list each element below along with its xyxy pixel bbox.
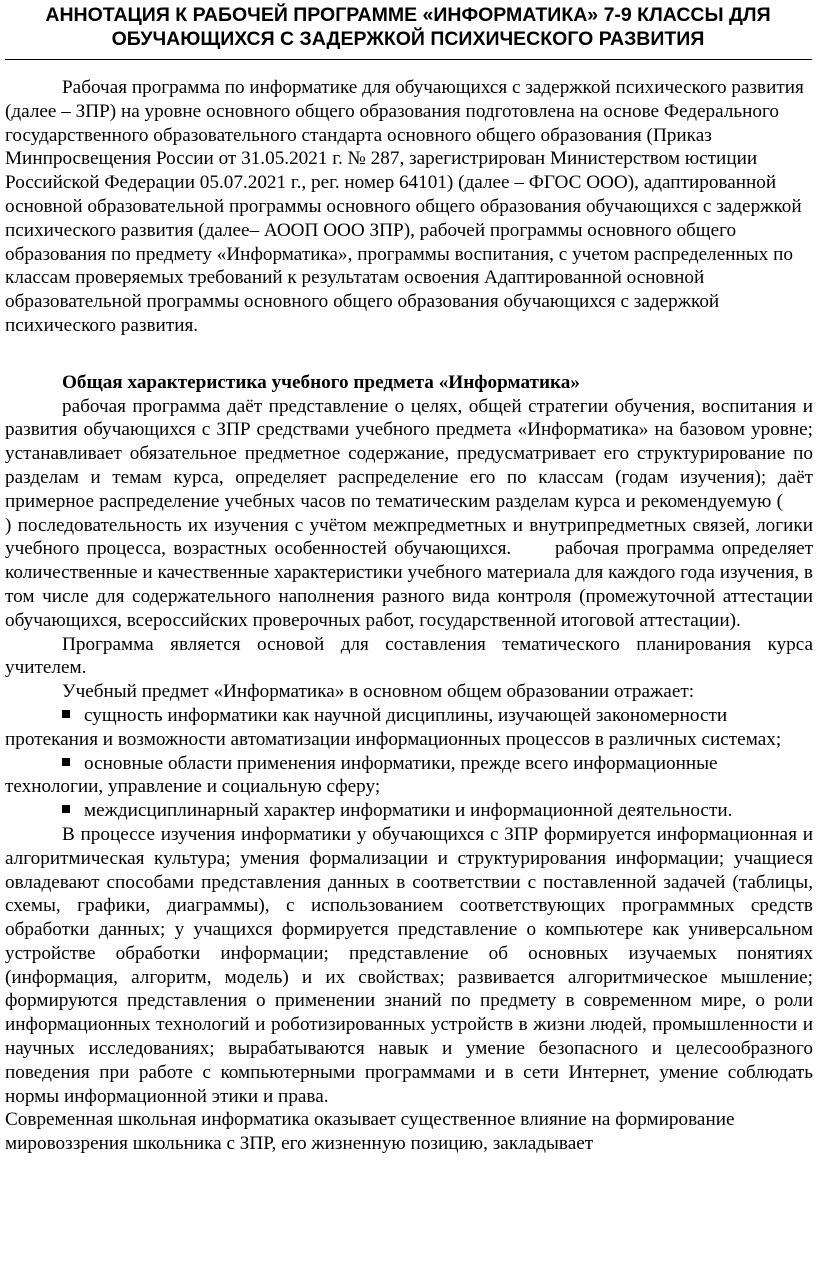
- characteristic-text-c: рабочая программа определяет количественные и качественные характеристики учебного материала для каждого года изучения, в том числе для содержательного наполнения разного вида контроля (промежуточной аттестации обучающихся, всероссийских проверочных работ, государственной итоговой аттестации).: [5, 538, 814, 631]
- section-heading: Общая характеристика учебного предмета «Информатика»: [62, 371, 580, 393]
- bullet-text: междисциплинарный характер информатики и информационной деятельности.: [84, 800, 733, 822]
- bullet-square-icon: [62, 805, 70, 813]
- bullet-square-icon: [62, 710, 70, 718]
- process-paragraph: В процессе изучения информатики у обучающихся с ЗПР формируется информационная и алгоритмическая культура; умения формализации и структурирования информации; учащиеся овладевают способами представления данных в соответствии с поставленной задачей (таблицы, схемы, графики, диаграммы), с использованием соответствующих программных средств обработки данных; у учащихся формируется представление о компьютере как универсальном устройстве обработки информации; представление об основных изучаемых понятиях (информация, алгоритм, модель) и их свойствах; развивается алгоритмическое мышление; формируются представления о применении знаний по предмету в современном мире, о роли информационных технологий и роботизированных устройств в жизни людей, промышленности и научных исследованиях; вырабатываются навык и умение безопасного и целесообразного поведения при работе с компьютерными программами и в сети Интернет, умение соблюдать нормы информационной этики и права.: [5, 823, 813, 1107]
- bullet-item: [5, 799, 813, 823]
- characteristic-paragraph: [5, 395, 813, 633]
- document-body: [5, 76, 813, 1156]
- bullet-text: сущность информатики как научной дисциплины, изучающей закономерности протекания и возможности автоматизации информационных процессов в различных системах;: [5, 704, 782, 750]
- subject-reflects-lead: Учебный предмет «Информатика» в основном общем образовании отражает:: [62, 681, 695, 703]
- characteristic-text-a: рабочая программа даёт представление о целях, общей стратегии обучения, воспитания и развития обучающихся с ЗПР средствами учебного предмета «Информатика» на базовом уровне; устанавливает обязательное предметное содержание, предусматривает его структурирование по разделам и темам курса, определяет распределение его по классам (годам изучения); даёт примерное распределение учебных часов по тематическим разделам курса и рекомендуемую (: [5, 395, 813, 512]
- title-line-1: АННОТАЦИЯ К РАБОЧЕЙ ПРОГРАММЕ «ИНФОРМАТИКА» 7-9 КЛАССЫ ДЛЯ: [45, 4, 771, 26]
- bullet-item: [5, 752, 813, 800]
- document-title: [0, 3, 816, 51]
- intro-paragraph: Рабочая программа по информатике для обучающихся с задержкой психического развития (далее – ЗПР) на уровне основного общего образования подготовлена на основе Федерального государственного образовательного стандарта основного общего образования (Приказ Минпросвещения России от 31.05.2021 г. № 287, зарегистрирован Министерством юстиции Российской Федерации 05.07.2021 г., рег. номер 64101) (далее – ФГОС ООО), адаптированной основной образовательной программы основного общего образования обучающихся с задержкой психического развития (далее– АООП ООО ЗПР), рабочей программы основного общего образования по предмету «Информатика», программы воспитания, с учетом распределенных по классам проверяемых требований к результатам освоения Адаптированной основной образовательной программы основного общего образования обучающихся с задержкой психического развития.: [5, 77, 804, 336]
- bullet-square-icon: [62, 758, 70, 766]
- bullet-text: основные области применения информатики, прежде всего информационные технологии, управление и социальную сферу;: [5, 752, 718, 798]
- characteristic-text-b: ) последовательность их изучения с учётом межпредметных и внутрипредметных связей, логики учебного процесса, возрастных особенностей обучающихся.: [5, 514, 813, 560]
- title-divider: [5, 59, 812, 60]
- bullet-item: [5, 704, 813, 752]
- closing-paragraph: Современная школьная информатика оказывает существенное влияние на формирование мировоззрения школьника с ЗПР, его жизненную позицию, закладывает: [5, 1109, 735, 1155]
- title-line-2: ОБУЧАЮЩИХСЯ С ЗАДЕРЖКОЙ ПСИХИЧЕСКОГО РАЗВИТИЯ: [111, 28, 705, 50]
- program-basis-paragraph: Программа является основой для составления тематического планирования курса учителем.: [5, 633, 813, 679]
